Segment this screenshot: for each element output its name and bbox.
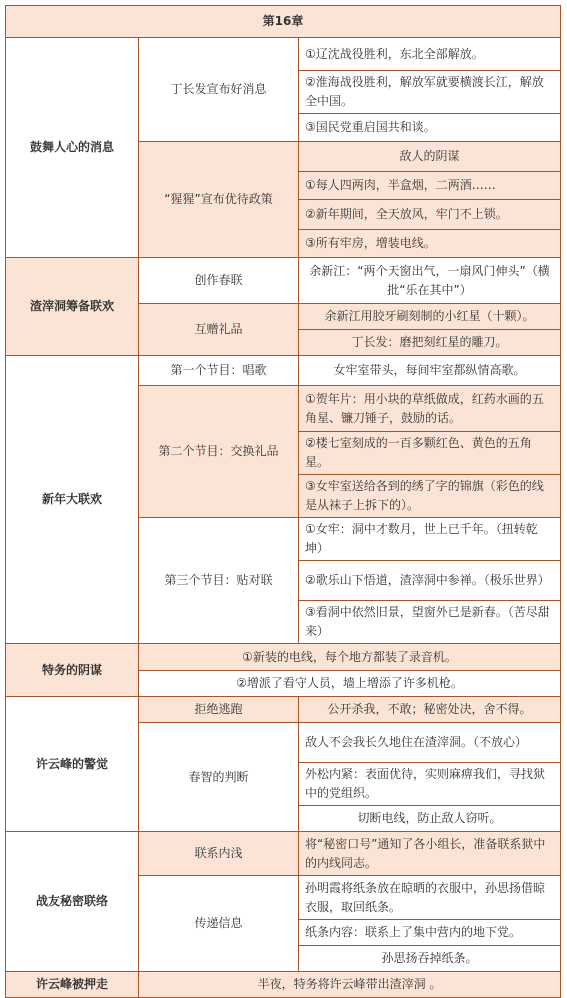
list-item: 敌人不会我长久地住在渣滓洞。（不放心） <box>299 723 561 763</box>
section-title-secret-contact: 战友秘密联络 <box>6 832 139 972</box>
list-item: 切断电线，防止敌人窃听。 <box>299 806 561 832</box>
chapter-table <box>5 5 561 998</box>
sub-label-program-2: 第二个节目：交换礼品 <box>139 386 299 518</box>
contact-inside-content: 将“秘密口号”通知了各小组长，准备联系狱中的内线同志。 <box>299 832 561 876</box>
sub-label-gifts: 互赠礼品 <box>139 304 299 356</box>
list-item: ②淮海战役胜利，解放军就要横渡长江，解放全中国。 <box>299 71 561 114</box>
list-item: 孙思扬吞掉纸条。 <box>299 946 561 972</box>
list-item: 外松内紧：表面优待，实则麻痹我们，寻找狱中的党组织。 <box>299 763 561 806</box>
sub-label-program-3: 第三个节目：贴对联 <box>139 518 299 644</box>
list-item: ①女牢：洞中才数月，世上已千年。（扭转乾坤） <box>299 518 561 561</box>
list-item: ③看洞中依然旧景，望窗外已是新春。（苦尽甜来） <box>299 601 561 644</box>
section-title-spy-plot: 特务的阴谋 <box>6 644 139 697</box>
list-item: ③所有牢房，增装电线。 <box>299 230 561 258</box>
enemy-plot-header: 敌人的阴谋 <box>299 142 561 172</box>
sub-label-pass-message: 传递信息 <box>139 876 299 972</box>
couplet-content: 余新江：“两个天窗出气，一扇风门伸头”（横批“乐在其中”） <box>299 258 561 304</box>
section-title-new-year-party: 新年大联欢 <box>6 356 139 644</box>
list-item: 纸条内容：联系上了集中营内的地下党。 <box>299 920 561 946</box>
list-item: ①辽沈战役胜利，东北全部解放。 <box>299 38 561 71</box>
sub-label-preferential-policy: “猩猩”宣布优待政策 <box>139 142 299 258</box>
sub-label-program-1: 第一个节目：唱歌 <box>139 356 299 386</box>
sub-label-contact-inside: 联系内浅 <box>139 832 299 876</box>
sub-label-spring-couplet: 创作春联 <box>139 258 299 304</box>
list-item: 孙明霞将纸条放在晾晒的衣服中，孙思扬借晾衣服，取回纸条。 <box>299 876 561 920</box>
list-item: ③女牢室送给各到的绣了字的锦旗（彩色的线是从袜子上拆下的）。 <box>299 475 561 518</box>
list-item: ①新装的电线，每个地方都装了录音机。 <box>139 644 561 671</box>
taken-away-content: 半夜，特务将许云峰带出渣滓洞 。 <box>139 972 561 998</box>
sub-label-refuse-escape: 拒绝逃跑 <box>139 697 299 723</box>
list-item: 余新江用胶牙刷刻制的小红星（十颗）。 <box>299 304 561 330</box>
list-item: ②歌乐山下悟道，渣滓洞中参禅。（极乐世界） <box>299 561 561 601</box>
list-item: 丁长发：磨把刻红星的雕刀。 <box>299 330 561 356</box>
program-1-content: 女牢室带头，每间牢室都纵情高歌。 <box>299 356 561 386</box>
chapter-title: 第16章 <box>6 6 561 38</box>
list-item: ②新年期间，全天放风，牢门不上锁。 <box>299 200 561 230</box>
section-title-xu-taken-away: 许云峰被押走 <box>6 972 139 998</box>
list-item: ②楼七室刻成的一百多颗红色、黄色的五角星。 <box>299 432 561 475</box>
section-title-encouraging-news: 鼓舞人心的消息 <box>6 38 139 258</box>
list-item: ③国民党重启国共和谈。 <box>299 114 561 142</box>
refuse-escape-content: 公开杀我，不敢；秘密处决，舍不得。 <box>299 697 561 723</box>
section-title-party-prep: 渣滓洞筹备联欢 <box>6 258 139 356</box>
list-item: ②增派了看守人员，墙上增添了许多机枪。 <box>139 671 561 697</box>
list-item: ①每人四两肉，半盒烟，二两酒…… <box>299 172 561 200</box>
sub-label-good-news: 丁长发宣布好消息 <box>139 38 299 142</box>
list-item: ①贺年片：用小块的草纸做成，红药水画的五角星、镰刀锤子，鼓励的话。 <box>299 386 561 432</box>
section-title-xu-alertness: 许云峰的警觉 <box>6 697 139 832</box>
sub-label-judgment: 春智的判断 <box>139 723 299 832</box>
